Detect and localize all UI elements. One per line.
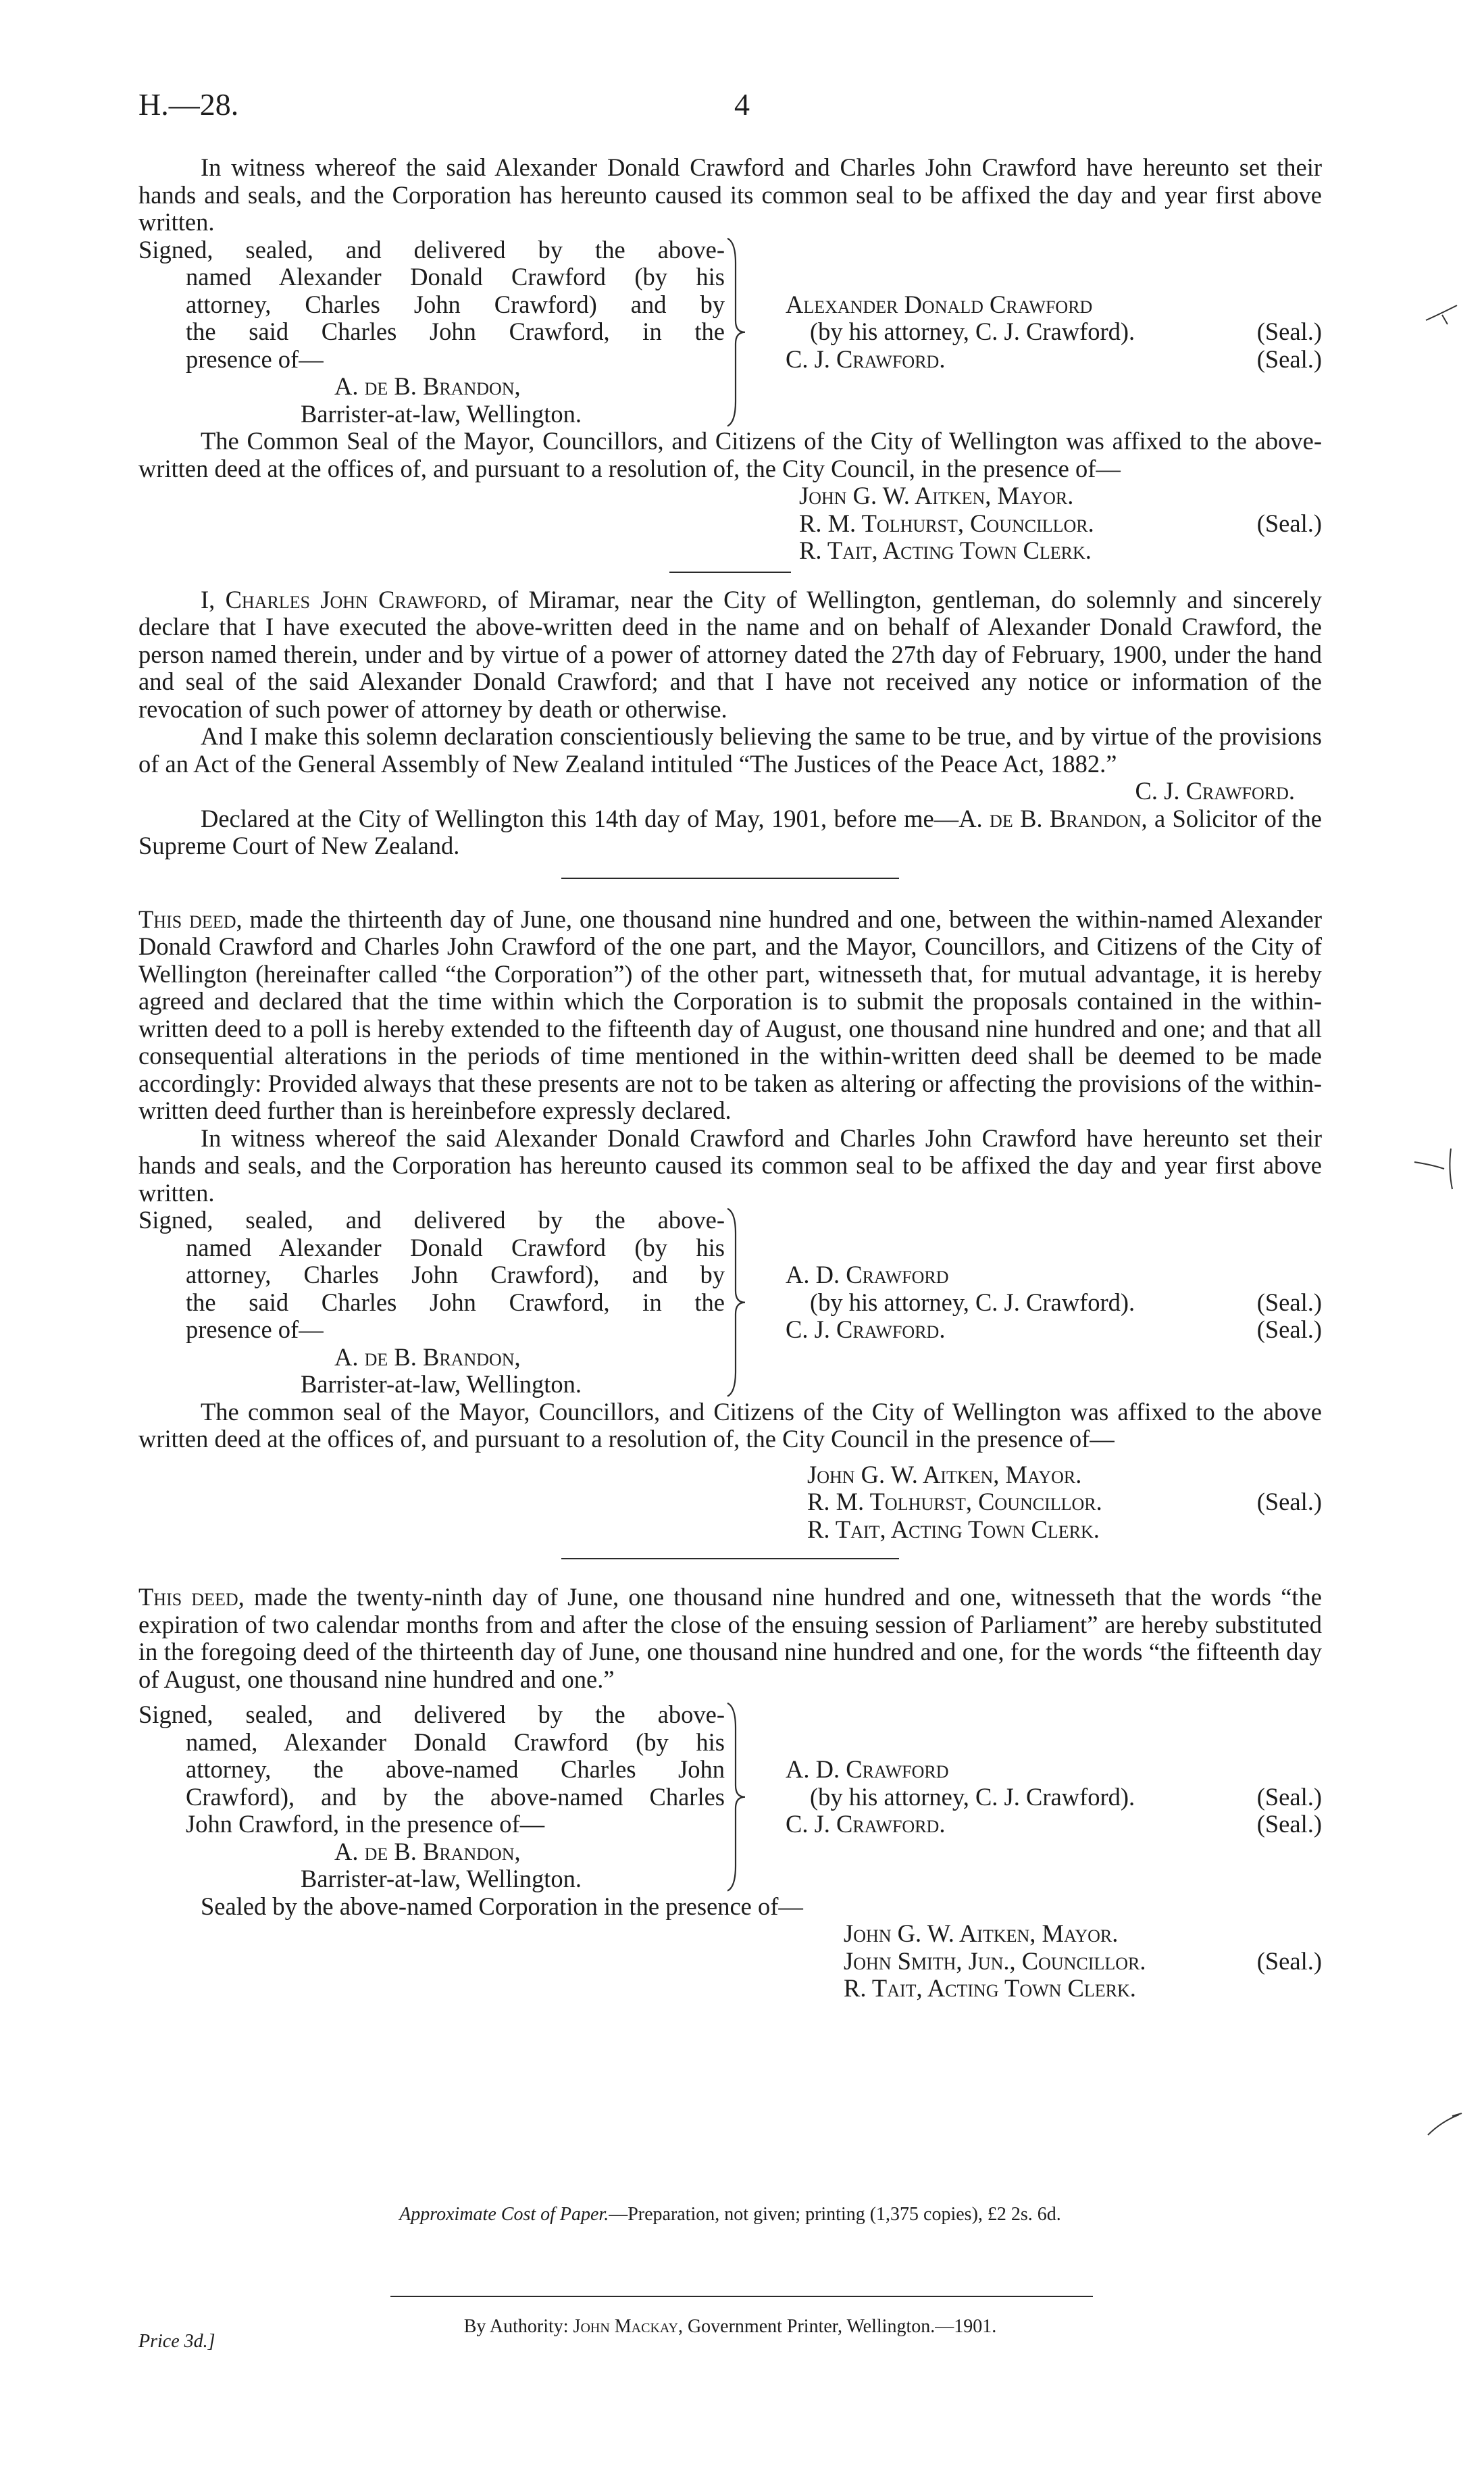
solicitor-name: A. de B. Brandon,	[958, 804, 1148, 832]
council-member: John Smith, Jun., Councillor.	[844, 1946, 1146, 1975]
declarant-name: Charles John Crawford	[225, 585, 482, 613]
council-signatures	[807, 1461, 1322, 1544]
council-member: R. Tait, Acting Town Clerk.	[799, 536, 1092, 564]
authority-prefix: By Authority:	[463, 2316, 569, 2337]
divider	[561, 1558, 899, 1559]
signer-name: A. D. Crawford	[786, 1261, 949, 1288]
margin-mark-icon	[1425, 2101, 1466, 2142]
seal-mark: (Seal.)	[1256, 1488, 1322, 1515]
signatories	[748, 1207, 1322, 1399]
council-names	[844, 1920, 1248, 2003]
council-signatures	[799, 482, 1322, 565]
council-member: John G. W. Aitken, Mayor.	[799, 482, 1074, 509]
deed-text: , made the twenty-ninth day of June, one thousand nine hundred and one, witnesseth that the words “the expiration of two calendar months from and after the close of the ensuing session of Parliament” are hereby substituted in the foregoing deed of the thirteenth day of June, one thousand nine hundred and one, for the words “the fifteenth day of August, one thousand nine hundred and one.”	[138, 1583, 1322, 1693]
document-code: H.—28.	[138, 87, 239, 122]
witness-paragraph: In witness whereof the said Alexander Donald Crawford and Charles John Crawford have hereunto set their hands and seals, and the Corporation has hereunto caused its common seal to be affixed the day and year first above written.	[138, 153, 1322, 236]
seal-mark: (Seal.)	[1256, 1810, 1322, 1838]
council-member: R. Tait, Acting Town Clerk.	[807, 1515, 1100, 1543]
council-names	[799, 482, 1248, 565]
signer-name: C. J. Crawford.	[786, 1315, 946, 1343]
signature-attestation	[138, 236, 725, 428]
witness-title: Barrister-at-law, Wellington.	[301, 399, 582, 428]
witness-title: Barrister-at-law, Wellington.	[301, 1865, 582, 1892]
margin-mark-icon	[1422, 297, 1462, 338]
declarant-signature: C. J. Crawford.	[1135, 777, 1295, 805]
signature-block	[138, 1207, 1322, 1399]
witness-name: A. de B. Brandon,	[334, 1342, 521, 1371]
attestation-line: attorney, Charles John Crawford), and by	[186, 1261, 725, 1288]
divider	[669, 572, 791, 573]
declaration-paragraph	[138, 805, 1322, 860]
declaration-text: , of Miramar, near the City of Wellington, gentleman, do solemnly and sincerely declare that I have executed the above-written deed in the name and on behalf of Alexander Donald Crawford, the person named therein, under and by virtue of a power of attorney dated the 27th day of February, 1900, under the hand and seal of the said Alexander Donald Crawford; and that I have not received any notice or information of the revocation of such power of attorney by death or otherwise.	[138, 585, 1323, 723]
council-member: R. M. Tolhurst, Councillor.	[799, 509, 1094, 537]
price-note: Price 3d.]	[138, 2331, 215, 2352]
seal-mark: (Seal.)	[1256, 1782, 1322, 1811]
seal-mark: (Seal.)	[1256, 1288, 1322, 1316]
common-seal-paragraph: The common seal of the Mayor, Councillors, and Citizens of the City of Wellington was affixed to the above written deed at the offices of, and pursuant to a resolution of, the City Council in the presence of—	[138, 1397, 1322, 1453]
witness-name: A. de B. Brandon,	[334, 1837, 521, 1865]
signature-block	[138, 236, 1322, 428]
declaration-text: a Solicitor of the Supreme Court of New Zealand.	[138, 804, 1323, 859]
council-member: John G. W. Aitken, Mayor.	[807, 1460, 1082, 1488]
printer-name: John Mackay	[573, 2316, 678, 2337]
council-names	[807, 1461, 1248, 1544]
attestation-line: attorney, Charles John Crawford) and by	[186, 290, 725, 318]
attestation-line: attorney, the above-named Charles John	[186, 1755, 725, 1783]
deed-lead: This deed	[138, 905, 236, 933]
attestation-line: named Alexander Donald Crawford (by his	[186, 263, 725, 291]
signer-name: C. J. Crawford.	[786, 1810, 946, 1838]
signer-name: A. D. Crawford	[786, 1755, 949, 1783]
signer-attorney-note: (by his attorney, C. J. Crawford).	[810, 1288, 1135, 1316]
signer-attorney-note: (by his attorney, C. J. Crawford).	[810, 1782, 1135, 1811]
attestation-line: named, Alexander Donald Crawford (by his	[186, 1728, 725, 1756]
attestation-line: John Crawford, in the presence of—	[186, 1810, 545, 1838]
brace-icon	[725, 1207, 748, 1399]
sealed-by-line: Sealed by the above-named Corporation in the presence of—	[201, 1892, 803, 1920]
cost-text: —Preparation, not given; printing (1,375 copies), £2 2s. 6d.	[609, 2204, 1061, 2225]
divider	[561, 878, 899, 879]
attestation-line: named Alexander Donald Crawford (by his	[186, 1233, 725, 1261]
signature-attestation	[138, 1701, 725, 1893]
council-member: R. Tait, Acting Town Clerk.	[844, 1974, 1136, 2002]
deed-paragraph	[138, 1584, 1322, 1693]
cost-label: Approximate Cost of Paper.	[399, 2204, 609, 2225]
signer-row	[786, 346, 1322, 374]
witness-title: Barrister-at-law, Wellington.	[301, 1370, 582, 1398]
signature-attestation	[138, 1207, 725, 1399]
council-signatures	[844, 1920, 1322, 2003]
attestation-line: the said Charles John Crawford, in the	[186, 1288, 725, 1316]
signer-name: C. J. Crawford.	[786, 345, 946, 373]
brace-icon	[725, 236, 748, 428]
attestation-line: Crawford), and by the above-named Charles	[186, 1782, 725, 1811]
cost-note	[138, 2204, 1322, 2225]
page-number: 4	[734, 87, 750, 122]
attestation-line: Signed, sealed, and delivered by the above-	[138, 235, 725, 263]
declaration-text: Declared at the City of Wellington this 14th day of May, 1901, before me—	[201, 804, 959, 832]
witness-paragraph: In witness whereof the said Alexander Donald Crawford and Charles John Crawford have hereunto set their hands and seals, and the Corporation has hereunto caused its common seal to be affixed the day and year first above written.	[138, 1124, 1322, 1207]
attestation-line: Signed, sealed, and delivered by the above-	[138, 1701, 725, 1728]
signatories	[748, 236, 1322, 428]
signatories	[748, 1701, 1322, 1893]
signer-name: Alexander Donald Crawford	[786, 290, 1093, 318]
declaration-text: And I make this solemn declaration conscientiously believing the same to be true, and by virtue of the provisions of an Act of the General Assembly of New Zealand intituled “The Justices of the Peace Act, 1882.”	[138, 722, 1322, 778]
attestation-line: presence of—	[186, 345, 324, 373]
seal-mark: (Seal.)	[1256, 509, 1322, 537]
signature-block	[138, 1701, 1322, 1893]
witness-name: A. de B. Brandon,	[334, 372, 521, 400]
attestation-line: the said Charles John Crawford, in the	[186, 318, 725, 345]
divider	[390, 2296, 1093, 2297]
declaration-paragraph	[138, 586, 1322, 724]
declaration-prefix: I,	[201, 585, 215, 613]
seal-mark: (Seal.)	[1256, 318, 1322, 345]
signer-row	[786, 318, 1322, 346]
margin-mark-icon	[1412, 1142, 1459, 1196]
signer-attorney-note: (by his attorney, C. J. Crawford).	[810, 318, 1135, 345]
deed-text: , made the thirteenth day of June, one thousand nine hundred and one, between the within-named Alexander Donald Crawford and Charles John Crawford of the one part, and the Mayor, Councillors, and Citizens of the City of Wellington (hereinafter called “the Corporation”) of the other part, witnesseth that, for mutual advantage, it is hereby agreed and declared that the time within which the Corporation is to submit the proposals contained in the within-written deed to a poll is hereby extended to the fifteenth day of August, one thousand nine hundred and one; and that all consequential alterations in the periods of time mentioned in the within-written deed shall be deemed to be made accordingly: Provided always that these presents are not to be taken as altering or affecting the provisions of the within-written deed further than is hereinbefore expressly declared.	[138, 905, 1322, 1124]
signer-row	[786, 1811, 1322, 1838]
authority-rest: , Government Printer, Wellington.—1901.	[677, 2316, 997, 2337]
brace-icon	[725, 1701, 748, 1893]
signer-row	[786, 1784, 1322, 1811]
seal-mark: (Seal.)	[1256, 345, 1322, 373]
deed-paragraph	[138, 906, 1322, 1125]
common-seal-paragraph: The Common Seal of the Mayor, Councillors, and Citizens of the City of Wellington was affixed to the above-written deed at the offices of, and pursuant to a resolution of, the City Council, in the presence of—	[138, 427, 1322, 482]
document-body	[138, 154, 1322, 2003]
seal-mark: (Seal.)	[1256, 1315, 1322, 1343]
signer-row	[786, 1316, 1322, 1344]
page-header	[138, 86, 1346, 127]
declaration-paragraph	[138, 722, 1322, 805]
deed-lead: This deed	[138, 1583, 238, 1611]
attestation-line: presence of—	[186, 1315, 324, 1343]
seal-mark: (Seal.)	[1256, 1946, 1322, 1975]
council-member: R. M. Tolhurst, Councillor.	[807, 1488, 1102, 1515]
council-member: John G. W. Aitken, Mayor.	[844, 1919, 1119, 1947]
signer-row	[786, 1289, 1322, 1317]
attestation-line: Signed, sealed, and delivered by the above-	[138, 1206, 725, 1234]
